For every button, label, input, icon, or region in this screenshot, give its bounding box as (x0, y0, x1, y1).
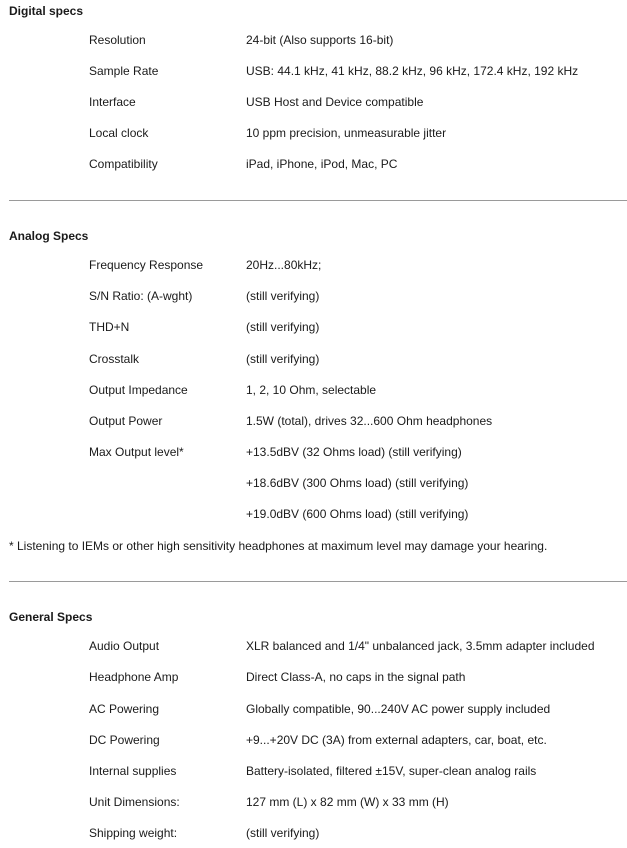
spec-row-frequency-response (0, 258, 627, 272)
spec-value: +13.5dBV (32 Ohms load) (still verifying) (246, 445, 462, 459)
spec-row-max-output-level-300 (0, 476, 627, 490)
spec-label: S/N Ratio: (A-wght) (89, 289, 193, 303)
spec-value: +19.0dBV (600 Ohms load) (still verifying) (246, 507, 469, 521)
spec-row-thd-n (0, 320, 627, 334)
spec-value: XLR balanced and 1/4" unbalanced jack, 3.5mm adapter included (246, 639, 595, 653)
spec-value: (still verifying) (246, 289, 320, 303)
spec-row-dc-powering (0, 733, 627, 747)
spec-value: (still verifying) (246, 352, 320, 366)
spec-row-sample-rate (0, 64, 627, 78)
spec-row-internal-supplies (0, 764, 627, 778)
hearing-warning-footnote: * Listening to IEMs or other high sensitivity headphones at maximum level may damage your hearing. (9, 539, 548, 553)
spec-value: Direct Class-A, no caps in the signal path (246, 670, 466, 684)
spec-label: THD+N (89, 320, 130, 334)
spec-label: Sample Rate (89, 64, 159, 78)
spec-row-local-clock (0, 126, 627, 140)
spec-label: Frequency Response (89, 258, 204, 272)
spec-label: Internal supplies (89, 764, 177, 778)
spec-row-unit-dimensions (0, 795, 627, 809)
spec-row-output-power (0, 414, 627, 428)
spec-row-compatibility (0, 157, 627, 171)
spec-label: Compatibility (89, 157, 158, 171)
spec-row-max-output-level-600 (0, 507, 627, 521)
spec-value: USB: 44.1 kHz, 41 kHz, 88.2 kHz, 96 kHz, 172.4 kHz, 192 kHz (246, 64, 579, 78)
spec-label: DC Powering (89, 733, 160, 747)
spec-value: 1, 2, 10 Ohm, selectable (246, 383, 377, 397)
digital-specs-heading: Digital specs (9, 4, 84, 18)
spec-value: USB Host and Device compatible (246, 95, 424, 109)
spec-value: 20Hz...80kHz; (246, 258, 322, 272)
analog-specs-heading: Analog Specs (9, 229, 89, 243)
spec-row-max-output-level (0, 445, 627, 459)
spec-row-resolution (0, 33, 627, 47)
spec-value: 10 ppm precision, unmeasurable jitter (246, 126, 447, 140)
spec-value: iPad, iPhone, iPod, Mac, PC (246, 157, 398, 171)
general-specs-heading: General Specs (9, 610, 93, 624)
spec-value: (still verifying) (246, 826, 320, 840)
spec-label: Audio Output (89, 639, 160, 653)
spec-row-sn-ratio (0, 289, 627, 303)
spec-label: Interface (89, 95, 136, 109)
spec-label: Output Impedance (89, 383, 188, 397)
spec-value: (still verifying) (246, 320, 320, 334)
spec-row-audio-output (0, 639, 627, 653)
section-divider (9, 581, 627, 582)
spec-label: Output Power (89, 414, 163, 428)
spec-label: Headphone Amp (89, 670, 179, 684)
spec-value: +9...+20V DC (3A) from external adapters, car, boat, etc. (246, 733, 547, 747)
spec-value: Battery-isolated, filtered ±15V, super-clean analog rails (246, 764, 537, 778)
spec-row-headphone-amp (0, 670, 627, 684)
spec-label: Crosstalk (89, 352, 140, 366)
spec-label: Unit Dimensions: (89, 795, 180, 809)
spec-row-output-impedance (0, 383, 627, 397)
spec-label: Resolution (89, 33, 146, 47)
spec-value: 127 mm (L) x 82 mm (W) x 33 mm (H) (246, 795, 449, 809)
spec-label: AC Powering (89, 702, 160, 716)
spec-label: Max Output level* (89, 445, 184, 459)
spec-value: 1.5W (total), drives 32...600 Ohm headphones (246, 414, 493, 428)
spec-row-ac-powering (0, 702, 627, 716)
spec-row-shipping-weight (0, 826, 627, 840)
spec-value: Globally compatible, 90...240V AC power supply included (246, 702, 551, 716)
section-divider (9, 200, 627, 201)
spec-label: Local clock (89, 126, 149, 140)
spec-value: +18.6dBV (300 Ohms load) (still verifying) (246, 476, 469, 490)
spec-value: 24-bit (Also supports 16-bit) (246, 33, 394, 47)
spec-label: Shipping weight: (89, 826, 178, 840)
spec-row-interface (0, 95, 627, 109)
spec-row-crosstalk (0, 352, 627, 366)
